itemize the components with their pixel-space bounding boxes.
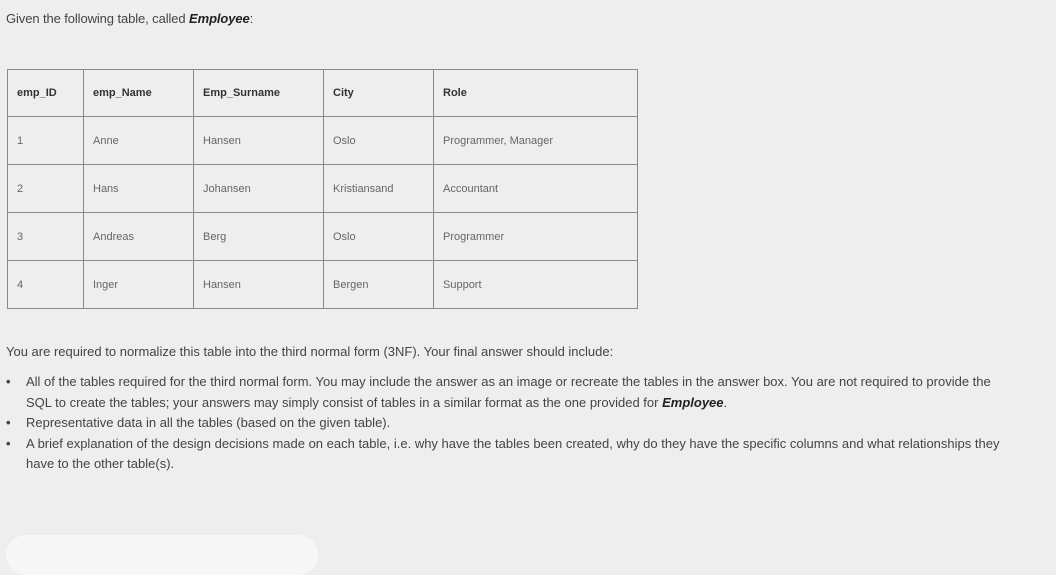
cell-emp-name: Anne: [84, 117, 194, 165]
cell-emp-surname: Berg: [194, 213, 324, 261]
cell-emp-name: Hans: [84, 165, 194, 213]
header-city: City: [324, 70, 434, 117]
intro-table-name: Employee: [189, 11, 250, 26]
requirement-3-text: A brief explanation of the design decisions made on each table, i.e. why have the tables been created, why do they have the specific columns and what relationships they have to the other table(s).: [26, 435, 1000, 471]
cell-role: Programmer, Manager: [434, 117, 638, 165]
cell-emp-surname: Hansen: [194, 261, 324, 309]
intro-text: [6, 11, 253, 26]
cell-emp-id: 2: [8, 165, 84, 213]
cell-emp-id: 3: [8, 213, 84, 261]
cell-city: Oslo: [324, 213, 434, 261]
header-emp-name: emp_Name: [84, 70, 194, 117]
table-row: [8, 261, 638, 309]
cell-emp-surname: Hansen: [194, 117, 324, 165]
header-emp-id: emp_ID: [8, 70, 84, 117]
intro-suffix: :: [249, 11, 254, 26]
header-emp-surname: Emp_Surname: [194, 70, 324, 117]
cell-city: Kristiansand: [324, 165, 434, 213]
requirement-1-text: All of the tables required for the third normal form. You may include the answer as an image or recreate the tables in the answer box. You are not required to provide the SQL to create the tables; your answers may simply consist of tables in a similar format as the one provided for: [26, 374, 991, 410]
cell-city: Oslo: [324, 117, 434, 165]
requirement-1-end: .: [723, 394, 728, 410]
employee-table: [7, 69, 638, 309]
requirements-list: [6, 372, 1016, 475]
requirement-1-emphasis: Employee: [662, 394, 724, 410]
cell-emp-surname: Johansen: [194, 165, 324, 213]
requirement-2-text: Representative data in all the tables (based on the given table).: [26, 415, 391, 430]
table-row: [8, 165, 638, 213]
cell-city: Bergen: [324, 261, 434, 309]
cell-emp-name: Andreas: [84, 213, 194, 261]
list-item: [6, 372, 1016, 413]
answer-box[interactable]: [6, 535, 318, 575]
cell-emp-name: Inger: [84, 261, 194, 309]
cell-role: Support: [434, 261, 638, 309]
table-row: [8, 213, 638, 261]
cell-emp-id: 1: [8, 117, 84, 165]
header-role: Role: [434, 70, 638, 117]
instructions-text: You are required to normalize this table into the third normal form (3NF). Your final answer should include:: [6, 344, 614, 359]
cell-role: Accountant: [434, 165, 638, 213]
cell-emp-id: 4: [8, 261, 84, 309]
list-item: [6, 434, 1016, 475]
bullet: •: [6, 435, 11, 451]
cell-role: Programmer: [434, 213, 638, 261]
list-item: [6, 413, 1016, 434]
table-header-row: [8, 70, 638, 117]
table-row: [8, 117, 638, 165]
bullet: •: [6, 374, 11, 389]
bullet: •: [6, 415, 11, 430]
intro-prefix: Given the following table, called: [6, 11, 190, 26]
